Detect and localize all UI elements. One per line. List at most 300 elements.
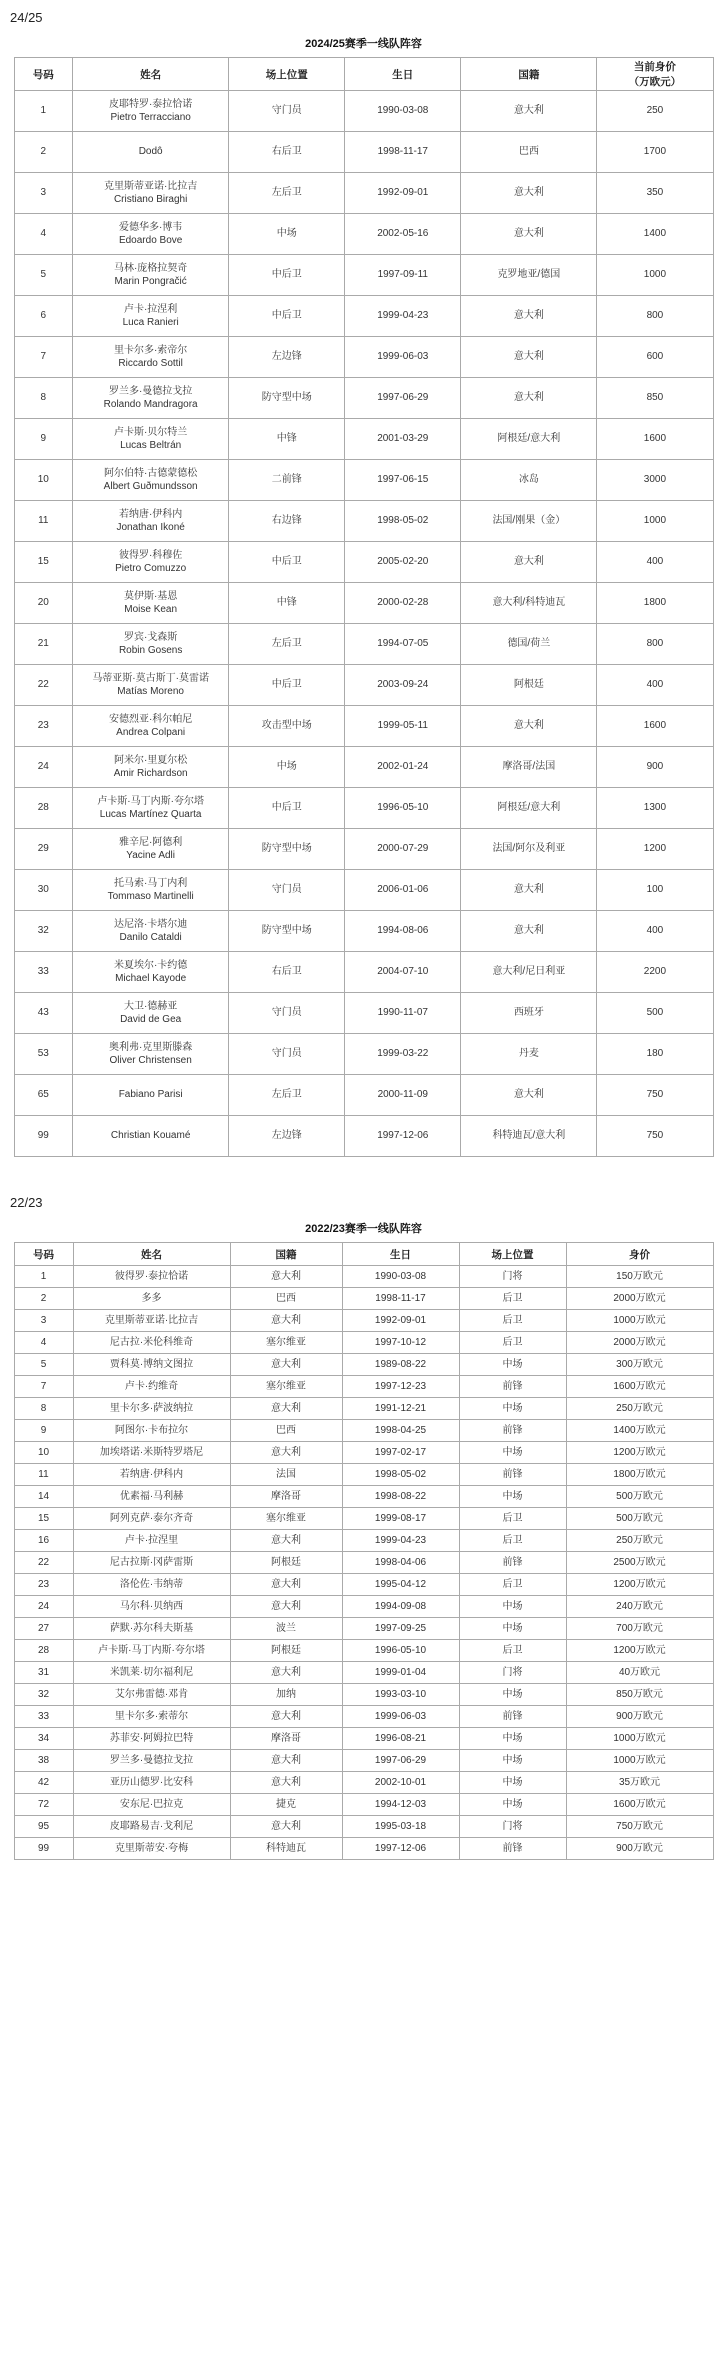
table-body-2223 bbox=[14, 1266, 713, 1860]
cell-nationality: 意大利 bbox=[230, 1530, 342, 1552]
cell-market-value: 1200万欧元 bbox=[566, 1442, 713, 1464]
cell-number: 1 bbox=[14, 91, 73, 132]
cell-number: 10 bbox=[14, 1442, 73, 1464]
table-row bbox=[14, 460, 713, 501]
section-label-2223: 22/23 bbox=[10, 1195, 43, 1210]
table-body-2425 bbox=[14, 91, 713, 1157]
cell-position: 中场 bbox=[459, 1398, 566, 1420]
player-name-cn: 米夏埃尔·卡约德 bbox=[113, 959, 188, 971]
cell-name: 克里斯蒂安·夸梅 bbox=[73, 1838, 230, 1860]
table-row bbox=[14, 255, 713, 296]
cell-position: 中场 bbox=[459, 1442, 566, 1464]
cell-market-value: 2500万欧元 bbox=[566, 1552, 713, 1574]
cell-name bbox=[73, 542, 229, 583]
player-name-cn: 马蒂亚斯·莫古斯丁·莫雷诺 bbox=[92, 672, 209, 684]
header-row bbox=[14, 58, 713, 91]
cell-birthday: 1999-01-04 bbox=[342, 1662, 459, 1684]
cell-nationality: 意大利 bbox=[230, 1442, 342, 1464]
cell-birthday: 1997-09-25 bbox=[342, 1618, 459, 1640]
cell-name: 优素福·马利赫 bbox=[73, 1486, 230, 1508]
col-header-position: 场上位置 bbox=[229, 58, 345, 91]
cell-market-value: 300万欧元 bbox=[566, 1354, 713, 1376]
table-row bbox=[14, 1618, 713, 1640]
cell-nationality: 克罗地亚/德国 bbox=[461, 255, 597, 296]
cell-nationality: 法国/阿尔及利亚 bbox=[461, 829, 597, 870]
table-row bbox=[14, 173, 713, 214]
header-row bbox=[14, 1243, 713, 1266]
cell-number: 24 bbox=[14, 1596, 73, 1618]
cell-position: 前锋 bbox=[459, 1706, 566, 1728]
cell-name: 安东尼·巴拉克 bbox=[73, 1794, 230, 1816]
cell-birthday: 1992-09-01 bbox=[345, 173, 461, 214]
cell-name: 艾尔弗雷德·邓肯 bbox=[73, 1684, 230, 1706]
cell-market-value: 1400 bbox=[597, 214, 713, 255]
cell-market-value: 180 bbox=[597, 1034, 713, 1075]
cell-name: 马尔科·贝纳西 bbox=[73, 1596, 230, 1618]
cell-number: 31 bbox=[14, 1662, 73, 1684]
player-name-cn: 莫伊斯·基恩 bbox=[123, 590, 178, 602]
cell-market-value: 350 bbox=[597, 173, 713, 214]
cell-name: 尼古拉斯·冈萨雷斯 bbox=[73, 1552, 230, 1574]
cell-market-value: 750万欧元 bbox=[566, 1816, 713, 1838]
cell-nationality: 科特迪瓦 bbox=[230, 1838, 342, 1860]
cell-position: 左边锋 bbox=[229, 337, 345, 378]
cell-position: 中场 bbox=[229, 214, 345, 255]
cell-market-value: 1600万欧元 bbox=[566, 1794, 713, 1816]
cell-birthday: 1999-06-03 bbox=[342, 1706, 459, 1728]
cell-number: 11 bbox=[14, 501, 73, 542]
cell-position: 后卫 bbox=[459, 1310, 566, 1332]
cell-market-value: 600 bbox=[597, 337, 713, 378]
player-name-latin: Michael Kayode bbox=[115, 973, 187, 984]
table-row bbox=[14, 1706, 713, 1728]
cell-name: 洛伦佐·韦纳蒂 bbox=[73, 1574, 230, 1596]
cell-market-value: 250万欧元 bbox=[566, 1530, 713, 1552]
col-header-nationality: 国籍 bbox=[230, 1243, 342, 1266]
cell-nationality: 意大利 bbox=[230, 1816, 342, 1838]
cell-name bbox=[73, 132, 229, 173]
player-name-latin: Lucas Beltrán bbox=[120, 440, 182, 451]
cell-market-value: 3000 bbox=[597, 460, 713, 501]
cell-nationality: 巴西 bbox=[230, 1288, 342, 1310]
player-name-cn: 爱德华多·博韦 bbox=[118, 221, 183, 233]
cell-birthday: 2005-02-20 bbox=[345, 542, 461, 583]
cell-birthday: 1992-09-01 bbox=[342, 1310, 459, 1332]
cell-position: 前锋 bbox=[459, 1376, 566, 1398]
cell-market-value: 1600万欧元 bbox=[566, 1376, 713, 1398]
cell-market-value: 240万欧元 bbox=[566, 1596, 713, 1618]
cell-number: 15 bbox=[14, 542, 73, 583]
player-name-cn: 雅辛尼·阿德利 bbox=[118, 836, 183, 848]
cell-name bbox=[73, 993, 229, 1034]
table-row bbox=[14, 1116, 713, 1157]
cell-nationality: 阿根廷 bbox=[230, 1552, 342, 1574]
cell-birthday: 1998-04-25 bbox=[342, 1420, 459, 1442]
cell-position: 守门员 bbox=[229, 91, 345, 132]
player-name-cn: 彼得罗·科穆佐 bbox=[118, 549, 183, 561]
cell-nationality: 意大利 bbox=[230, 1398, 342, 1420]
cell-nationality: 意大利 bbox=[230, 1574, 342, 1596]
table-row bbox=[14, 1420, 713, 1442]
player-name-cn: 阿尔伯特·古德蒙德松 bbox=[103, 467, 198, 479]
player-name-latin: Christian Kouamé bbox=[110, 1130, 191, 1142]
table-row bbox=[14, 911, 713, 952]
cell-birthday: 1994-08-06 bbox=[345, 911, 461, 952]
cell-nationality: 意大利 bbox=[461, 706, 597, 747]
cell-name bbox=[73, 747, 229, 788]
cell-birthday: 1997-06-15 bbox=[345, 460, 461, 501]
player-name-latin: Yacine Adli bbox=[126, 850, 176, 861]
cell-position: 中场 bbox=[459, 1596, 566, 1618]
cell-position: 右后卫 bbox=[229, 132, 345, 173]
cell-birthday: 2000-11-09 bbox=[345, 1075, 461, 1116]
cell-market-value: 900万欧元 bbox=[566, 1838, 713, 1860]
cell-name: 亚历山德罗·比安科 bbox=[73, 1772, 230, 1794]
player-name-cn: 奥利弗·克里斯滕森 bbox=[108, 1041, 193, 1053]
cell-birthday: 1991-12-21 bbox=[342, 1398, 459, 1420]
cell-nationality: 塞尔维亚 bbox=[230, 1508, 342, 1530]
col-header-name: 姓名 bbox=[73, 1243, 230, 1266]
cell-number: 29 bbox=[14, 829, 73, 870]
table-row bbox=[14, 1288, 713, 1310]
cell-name bbox=[73, 583, 229, 624]
cell-nationality: 丹麦 bbox=[461, 1034, 597, 1075]
cell-market-value: 800 bbox=[597, 296, 713, 337]
table-row bbox=[14, 665, 713, 706]
cell-birthday: 2006-01-06 bbox=[345, 870, 461, 911]
cell-nationality: 巴西 bbox=[230, 1420, 342, 1442]
table-row bbox=[14, 1530, 713, 1552]
cell-birthday: 1990-03-08 bbox=[342, 1266, 459, 1288]
cell-market-value: 1700 bbox=[597, 132, 713, 173]
cell-number: 2 bbox=[14, 132, 73, 173]
cell-nationality: 意大利/科特迪瓦 bbox=[461, 583, 597, 624]
table-row bbox=[14, 1772, 713, 1794]
table-row bbox=[14, 378, 713, 419]
table-row bbox=[14, 501, 713, 542]
cell-number: 34 bbox=[14, 1728, 73, 1750]
cell-nationality: 摩洛哥 bbox=[230, 1486, 342, 1508]
cell-market-value: 1200 bbox=[597, 829, 713, 870]
cell-number: 15 bbox=[14, 1508, 73, 1530]
cell-position: 门将 bbox=[459, 1266, 566, 1288]
cell-position: 前锋 bbox=[459, 1464, 566, 1486]
table-wrap-2425 bbox=[8, 57, 719, 1157]
cell-market-value: 250万欧元 bbox=[566, 1398, 713, 1420]
player-name-cn: 卢卡斯·马丁内斯·夸尔塔 bbox=[97, 795, 204, 807]
cell-market-value: 2000万欧元 bbox=[566, 1332, 713, 1354]
cell-number: 28 bbox=[14, 788, 73, 829]
cell-birthday: 1997-10-12 bbox=[342, 1332, 459, 1354]
table-row bbox=[14, 1574, 713, 1596]
player-name-cn: 若纳唐·伊科内 bbox=[118, 508, 183, 520]
cell-name bbox=[73, 829, 229, 870]
cell-number: 21 bbox=[14, 624, 73, 665]
cell-number: 20 bbox=[14, 583, 73, 624]
cell-number: 72 bbox=[14, 1794, 73, 1816]
player-name-latin: Riccardo Sottil bbox=[118, 358, 183, 369]
cell-number: 5 bbox=[14, 1354, 73, 1376]
cell-birthday: 2001-03-29 bbox=[345, 419, 461, 460]
cell-market-value: 850万欧元 bbox=[566, 1684, 713, 1706]
cell-birthday: 1989-08-22 bbox=[342, 1354, 459, 1376]
player-name-latin: Cristiano Biraghi bbox=[113, 194, 188, 205]
cell-nationality: 意大利 bbox=[461, 911, 597, 952]
cell-number: 33 bbox=[14, 1706, 73, 1728]
table-row bbox=[14, 91, 713, 132]
cell-number: 5 bbox=[14, 255, 73, 296]
cell-market-value: 150万欧元 bbox=[566, 1266, 713, 1288]
cell-name: 米凯莱·切尔福利尼 bbox=[73, 1662, 230, 1684]
cell-market-value: 400 bbox=[597, 911, 713, 952]
cell-nationality: 意大利 bbox=[230, 1662, 342, 1684]
cell-birthday: 1997-09-11 bbox=[345, 255, 461, 296]
cell-nationality: 意大利 bbox=[461, 337, 597, 378]
cell-number: 2 bbox=[14, 1288, 73, 1310]
cell-market-value: 1300 bbox=[597, 788, 713, 829]
cell-position: 中锋 bbox=[229, 583, 345, 624]
table-row bbox=[14, 952, 713, 993]
table-row bbox=[14, 1838, 713, 1860]
cell-position: 前锋 bbox=[459, 1838, 566, 1860]
cell-position: 中后卫 bbox=[229, 665, 345, 706]
cell-birthday: 1996-08-21 bbox=[342, 1728, 459, 1750]
cell-position: 后卫 bbox=[459, 1332, 566, 1354]
table-row bbox=[14, 1486, 713, 1508]
cell-birthday: 1994-07-05 bbox=[345, 624, 461, 665]
cell-market-value: 500 bbox=[597, 993, 713, 1034]
cell-number: 65 bbox=[14, 1075, 73, 1116]
cell-number: 33 bbox=[14, 952, 73, 993]
player-name-latin: Luca Ranieri bbox=[122, 317, 179, 328]
cell-name: 多多 bbox=[73, 1288, 230, 1310]
cell-nationality: 冰岛 bbox=[461, 460, 597, 501]
table-row bbox=[14, 829, 713, 870]
cell-position: 右后卫 bbox=[229, 952, 345, 993]
player-name-latin: Danilo Cataldi bbox=[119, 932, 182, 943]
cell-position: 中场 bbox=[459, 1794, 566, 1816]
cell-number: 24 bbox=[14, 747, 73, 788]
table-title-2425: 2024/25赛季一线队阵容 bbox=[305, 38, 422, 50]
cell-name: 彼得罗·泰拉恰诺 bbox=[73, 1266, 230, 1288]
cell-nationality: 意大利 bbox=[461, 91, 597, 132]
cell-number: 28 bbox=[14, 1640, 73, 1662]
table-row bbox=[14, 1034, 713, 1075]
cell-position: 守门员 bbox=[229, 1034, 345, 1075]
cell-name bbox=[73, 1034, 229, 1075]
player-name-latin: Amir Richardson bbox=[113, 768, 188, 779]
cell-name: 加埃塔诺·米斯特罗塔尼 bbox=[73, 1442, 230, 1464]
cell-nationality: 法国 bbox=[230, 1464, 342, 1486]
cell-position: 后卫 bbox=[459, 1508, 566, 1530]
cell-nationality: 德国/荷兰 bbox=[461, 624, 597, 665]
cell-market-value: 750 bbox=[597, 1075, 713, 1116]
cell-nationality: 意大利 bbox=[461, 542, 597, 583]
player-name-latin: Marin Pongračić bbox=[114, 276, 187, 287]
squad-table-2425 bbox=[14, 57, 714, 1157]
cell-name bbox=[73, 911, 229, 952]
player-name-latin: Rolando Mandragora bbox=[103, 399, 198, 410]
cell-market-value: 500万欧元 bbox=[566, 1486, 713, 1508]
cell-nationality: 阿根廷/意大利 bbox=[461, 788, 597, 829]
cell-position: 右边锋 bbox=[229, 501, 345, 542]
player-name-latin: Pietro Comuzzo bbox=[115, 563, 187, 574]
col-header-value-line1: 当前身价 bbox=[633, 61, 676, 73]
cell-number: 1 bbox=[14, 1266, 73, 1288]
table-row bbox=[14, 583, 713, 624]
cell-nationality: 阿根廷 bbox=[461, 665, 597, 706]
player-name-latin: Dodô bbox=[138, 146, 163, 158]
cell-number: 30 bbox=[14, 870, 73, 911]
cell-number: 22 bbox=[14, 665, 73, 706]
player-name-cn: 马林·庞格拉契奇 bbox=[113, 262, 188, 274]
cell-market-value: 1200万欧元 bbox=[566, 1574, 713, 1596]
cell-name: 阿列克萨·泰尔齐奇 bbox=[73, 1508, 230, 1530]
table-row bbox=[14, 993, 713, 1034]
cell-birthday: 2002-10-01 bbox=[342, 1772, 459, 1794]
cell-birthday: 1996-05-10 bbox=[345, 788, 461, 829]
player-name-latin: Oliver Christensen bbox=[109, 1055, 192, 1066]
cell-market-value: 1400万欧元 bbox=[566, 1420, 713, 1442]
table-row bbox=[14, 1354, 713, 1376]
cell-market-value: 2000万欧元 bbox=[566, 1288, 713, 1310]
cell-birthday: 1993-03-10 bbox=[342, 1684, 459, 1706]
cell-market-value: 100 bbox=[597, 870, 713, 911]
player-name-latin: Fabiano Parisi bbox=[118, 1089, 183, 1101]
cell-nationality: 意大利 bbox=[230, 1354, 342, 1376]
player-name-latin: Moise Kean bbox=[124, 604, 178, 615]
cell-position: 中场 bbox=[459, 1728, 566, 1750]
cell-market-value: 700万欧元 bbox=[566, 1618, 713, 1640]
cell-nationality: 摩洛哥 bbox=[230, 1728, 342, 1750]
cell-nationality: 巴西 bbox=[461, 132, 597, 173]
cell-market-value: 500万欧元 bbox=[566, 1508, 713, 1530]
cell-nationality: 意大利 bbox=[461, 173, 597, 214]
cell-birthday: 1999-05-11 bbox=[345, 706, 461, 747]
cell-market-value: 1000万欧元 bbox=[566, 1310, 713, 1332]
cell-nationality: 阿根廷/意大利 bbox=[461, 419, 597, 460]
cell-nationality: 波兰 bbox=[230, 1618, 342, 1640]
cell-position: 守门员 bbox=[229, 870, 345, 911]
player-name-latin: Tommaso Martinelli bbox=[107, 891, 194, 902]
player-name-cn: 阿米尔·里夏尔松 bbox=[113, 754, 188, 766]
cell-market-value: 1000万欧元 bbox=[566, 1728, 713, 1750]
cell-name bbox=[73, 1116, 229, 1157]
cell-birthday: 1994-12-03 bbox=[342, 1794, 459, 1816]
cell-number: 53 bbox=[14, 1034, 73, 1075]
cell-market-value: 1600 bbox=[597, 706, 713, 747]
cell-market-value: 900 bbox=[597, 747, 713, 788]
cell-nationality: 法国/刚果（金） bbox=[461, 501, 597, 542]
cell-position: 左后卫 bbox=[229, 1075, 345, 1116]
player-name-cn: 克里斯蒂亚诺·比拉吉 bbox=[103, 180, 198, 192]
player-name-cn: 卢卡·拉涅利 bbox=[123, 303, 178, 315]
cell-number: 23 bbox=[14, 1574, 73, 1596]
cell-number: 22 bbox=[14, 1552, 73, 1574]
cell-name: 若纳唐·伊科内 bbox=[73, 1464, 230, 1486]
cell-number: 9 bbox=[14, 419, 73, 460]
cell-name bbox=[73, 870, 229, 911]
cell-position: 中场 bbox=[459, 1684, 566, 1706]
cell-market-value: 1800 bbox=[597, 583, 713, 624]
cell-birthday: 1990-11-07 bbox=[345, 993, 461, 1034]
player-name-cn: 托马索·马丁内利 bbox=[113, 877, 188, 889]
table-header-2425 bbox=[14, 58, 713, 91]
table-row bbox=[14, 1662, 713, 1684]
cell-number: 7 bbox=[14, 1376, 73, 1398]
cell-name bbox=[73, 296, 229, 337]
player-name-latin: Jonathan Ikoné bbox=[116, 522, 185, 533]
cell-number: 6 bbox=[14, 296, 73, 337]
cell-position: 左后卫 bbox=[229, 624, 345, 665]
cell-position: 中场 bbox=[229, 747, 345, 788]
cell-name bbox=[73, 378, 229, 419]
cell-market-value: 1600 bbox=[597, 419, 713, 460]
cell-name: 卢卡·约维奇 bbox=[73, 1376, 230, 1398]
player-name-cn: 罗兰多·曼德拉戈拉 bbox=[108, 385, 193, 397]
player-name-cn: 皮耶特罗·泰拉恰诺 bbox=[108, 98, 193, 110]
cell-birthday: 1998-05-02 bbox=[342, 1464, 459, 1486]
cell-nationality: 阿根廷 bbox=[230, 1640, 342, 1662]
table-row bbox=[14, 1266, 713, 1288]
cell-birthday: 1997-12-06 bbox=[342, 1838, 459, 1860]
cell-birthday: 2002-01-24 bbox=[345, 747, 461, 788]
cell-birthday: 1994-09-08 bbox=[342, 1596, 459, 1618]
cell-number: 99 bbox=[14, 1116, 73, 1157]
table-row bbox=[14, 1552, 713, 1574]
cell-birthday: 1990-03-08 bbox=[345, 91, 461, 132]
table-row bbox=[14, 1310, 713, 1332]
cell-number: 27 bbox=[14, 1618, 73, 1640]
cell-number: 95 bbox=[14, 1816, 73, 1838]
cell-name: 萨默·苏尔科夫斯基 bbox=[73, 1618, 230, 1640]
table-wrap-2223 bbox=[8, 1242, 719, 1860]
cell-market-value: 800 bbox=[597, 624, 713, 665]
section-label-2425: 24/25 bbox=[10, 10, 43, 25]
cell-name bbox=[73, 255, 229, 296]
cell-market-value: 400 bbox=[597, 542, 713, 583]
cell-name bbox=[73, 173, 229, 214]
player-name-latin: Lucas Martínez Quarta bbox=[99, 809, 202, 820]
table-row bbox=[14, 296, 713, 337]
cell-nationality: 意大利/尼日利亚 bbox=[461, 952, 597, 993]
col-header-number: 号码 bbox=[14, 1243, 73, 1266]
cell-nationality: 意大利 bbox=[230, 1772, 342, 1794]
cell-birthday: 1996-05-10 bbox=[342, 1640, 459, 1662]
cell-name: 尼古拉·米伦科维奇 bbox=[73, 1332, 230, 1354]
cell-nationality: 意大利 bbox=[230, 1266, 342, 1288]
cell-nationality: 意大利 bbox=[461, 870, 597, 911]
cell-market-value: 1000万欧元 bbox=[566, 1750, 713, 1772]
cell-market-value: 750 bbox=[597, 1116, 713, 1157]
cell-position: 中场 bbox=[459, 1618, 566, 1640]
player-name-cn: 安德烈亚·科尔帕尼 bbox=[108, 713, 193, 725]
col-header-nationality: 国籍 bbox=[461, 58, 597, 91]
cell-position: 门将 bbox=[459, 1816, 566, 1838]
cell-name bbox=[73, 214, 229, 255]
cell-number: 32 bbox=[14, 911, 73, 952]
cell-nationality: 意大利 bbox=[461, 378, 597, 419]
cell-name bbox=[73, 1075, 229, 1116]
cell-name: 里卡尔多·索蒂尔 bbox=[73, 1706, 230, 1728]
table-row bbox=[14, 1442, 713, 1464]
cell-name bbox=[73, 91, 229, 132]
squad-table-2223 bbox=[14, 1242, 714, 1860]
cell-market-value: 1000 bbox=[597, 501, 713, 542]
cell-number: 38 bbox=[14, 1750, 73, 1772]
cell-name bbox=[73, 665, 229, 706]
cell-nationality: 意大利 bbox=[230, 1750, 342, 1772]
